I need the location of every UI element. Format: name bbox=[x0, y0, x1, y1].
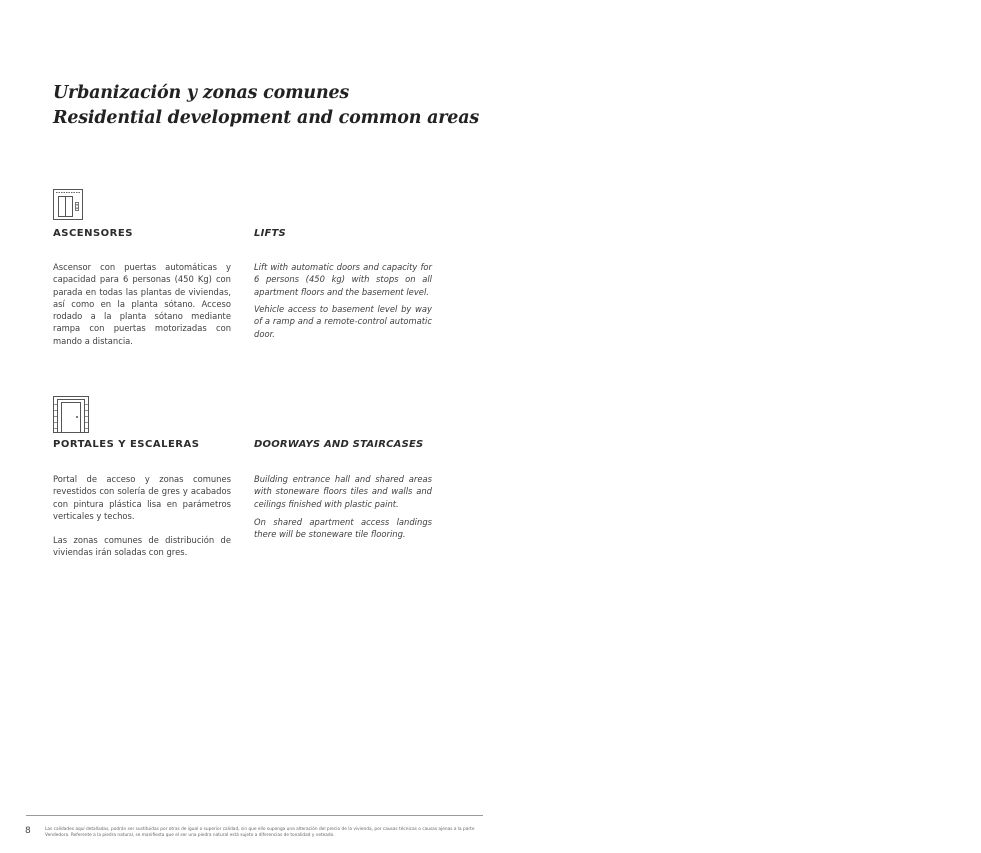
page-number: 8 bbox=[25, 826, 31, 836]
lifts-paragraph-1: Lift with automatic doors and capacity for 6 persons (450 kg) with stops on all apartment floors and the basement level. bbox=[254, 262, 432, 297]
doorways-paragraph-1: Building entrance hall and shared areas with stoneware floors tiles and walls and ceilings finished with plastic paint. bbox=[254, 474, 432, 509]
doorways-paragraph-2: On shared apartment access landings there will be stoneware tile flooring. bbox=[254, 517, 432, 540]
section-heading-doorways: DOORWAYS AND STAIRCASES bbox=[254, 439, 424, 450]
footer-divider bbox=[26, 815, 483, 816]
section-heading-ascensores: ASCENSORES bbox=[53, 228, 133, 239]
footer-disclaimer: Las calidades aquí detalladas, podrán ser sustituidas por otras de igual o superior calidad, sin que ello suponga una alteración del precio de la vivienda, por causas técnicas o causas ajenas a la parte Vendedora. Referente a la piedra natural, se manifiesta que el ser una piedra natural está sujeto a diferencias de tonalidad y veteado. bbox=[45, 827, 475, 838]
section-heading-portales: PORTALES Y ESCALERAS bbox=[53, 439, 200, 450]
elevator-icon bbox=[53, 189, 83, 220]
page-title-es: Urbanización y zonas comunes bbox=[53, 83, 350, 103]
portales-paragraph-2: Las zonas comunes de distribución de viviendas irán soladas con gres. bbox=[53, 535, 231, 558]
page-title-en: Residential development and common areas bbox=[53, 108, 479, 128]
portales-paragraph-1: Portal de acceso y zonas comunes revestidos con solería de gres y acabados con pintura plástica lisa en parámetros verticales y techos. bbox=[53, 474, 231, 521]
section-heading-lifts: LIFTS bbox=[254, 228, 286, 239]
ascensores-paragraph: Ascensor con puertas automáticas y capacidad para 6 personas (450 Kg) con parada en todas las plantas de viviendas, así como en la planta sótano. Acceso rodado a la planta sótano mediante rampa con puertas motorizadas con mando a distancia. bbox=[53, 262, 231, 346]
lifts-paragraph-2: Vehicle access to basement level by way of a ramp and a remote-control automatic door. bbox=[254, 304, 432, 339]
door-icon bbox=[53, 396, 89, 433]
